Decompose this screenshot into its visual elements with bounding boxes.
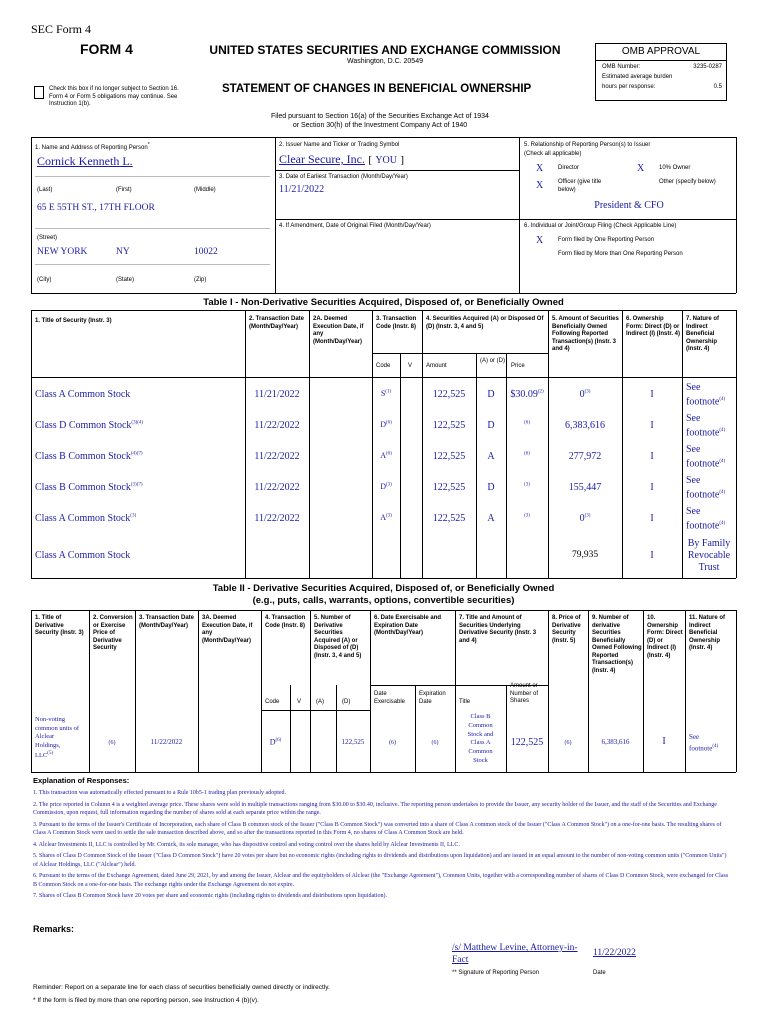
t1-sub-code: Code <box>376 363 391 369</box>
signature-date: 11/22/2022 <box>593 948 636 958</box>
reporting-person-label: 1. Name and Address of Reporting Person* <box>35 142 150 151</box>
t1-row-nature: See footnote$^{(4)}$ <box>686 413 726 439</box>
one-person-label: Form filed by One Reporting Person <box>558 237 655 243</box>
t1-row-code: $A^{(6)}$ <box>380 451 392 460</box>
state-value: NY <box>116 247 130 257</box>
t1-last-row-title: Class A Common Stock <box>35 550 131 561</box>
owner-label: 10% Owner <box>659 165 691 171</box>
t1-row-ad: D <box>487 420 495 431</box>
t1-row-title: Class D Common Stock$^{(3)(4)}$ <box>35 420 144 431</box>
t1-header-amount: 5. Amount of Securities Beneficially Owned Following Reported Transaction(s) (Instr. 3 and 4) <box>552 316 619 352</box>
t1-header-form: 6. Ownership Form: Direct (D) or Indirect (I) (Instr. 4) <box>626 316 681 337</box>
t2-sub-v: V <box>297 699 302 705</box>
explanation-list <box>33 789 733 904</box>
t2-header-deemed: 3A. Deemed Execution Date, if any (Month/Day/Year) <box>202 615 253 644</box>
commission-location: Washington, D.C. 20549 <box>346 58 423 65</box>
t1-row-owned: 0$^{(3)}$ <box>579 513 591 524</box>
t1-row-owned: 0$^{(3)}$ <box>579 389 591 400</box>
omb-hours-value: 0.5 <box>713 84 722 90</box>
t1-row-owned: 6,383,616 <box>565 420 605 431</box>
reporting-person-name[interactable]: Cornick Kenneth L. <box>37 154 133 168</box>
commission-title: UNITED STATES SECURITIES AND EXCHANGE COMMISSION <box>209 43 561 57</box>
zip-label: (Zip) <box>194 277 207 283</box>
table2-title: Table II - Derivative Securities Acquired, Disposed of, or Beneficially Owned <box>212 583 555 594</box>
t1-row-form: I <box>650 513 654 524</box>
t2-row-price: (6) <box>564 740 572 746</box>
t2-header-form: 10. Ownership Form: Direct (D) or Indirect (I) (Instr. 4) <box>647 615 683 659</box>
check-all-label: (Check all applicable) <box>524 151 582 157</box>
t1-header-date: 2. Transaction Date (Month/Day/Year) <box>249 316 305 330</box>
t2-header-underlying: 7. Title and Amount of Securities Underlying Derivative Security (Instr. 3 and 4) <box>459 615 537 644</box>
t2-row-title: Non-voting common units of Alclear Holdings, LLC$^{(5)}$ <box>35 716 80 760</box>
t2-row-conversion: (6) <box>108 740 116 746</box>
t2-header-owned: 9. Number of derivative Securities Beneficially Owned Following Reported Transaction(s) (Instr. 4) <box>592 615 642 674</box>
explanation-item: 7. Shares of Class B Common Stock have 20 votes per share and economic rights (including rights to dividends and distributions upon liquidation). <box>33 893 387 899</box>
omb-approval-box <box>595 43 727 101</box>
t1-last-row-owned: 79,935 <box>571 550 599 560</box>
director-mark: X <box>536 163 544 174</box>
filing-type-label: 6. Individual or Joint/Group Filing (Check Applicable Line) <box>524 223 677 229</box>
explanation-item: 1. This transaction was automatically effected pursuant to a Rule 10b5-1 trading plan previously adopted. <box>33 790 287 796</box>
t1-row-ad: D <box>487 482 495 493</box>
state-label: (State) <box>116 277 135 283</box>
t1-row-amount: 122,525 <box>432 513 466 524</box>
t2-row-owned: 6,383,616 <box>601 738 630 746</box>
t2-header-conversion: 2. Conversion or Exercise Price of Derivative Security <box>93 615 133 651</box>
t1-last-row-form: I <box>650 550 654 561</box>
street-address: 65 E 55TH ST., 17TH FLOOR <box>37 203 155 213</box>
t1-header-acquired: 4. Securities Acquired (A) or Disposed Of (D) (Instr. 3, 4 and 5) <box>426 316 544 330</box>
relationship-label: 5. Relationship of Reporting Person(s) to Issuer <box>524 142 651 148</box>
t1-row-date: 11/22/2022 <box>254 420 300 431</box>
first-label: (First) <box>116 187 132 193</box>
t2-row-nature: See footnote$^{(4)}$ <box>689 733 719 753</box>
t1-row-price: $30.09$^{(2)}$ <box>510 389 544 400</box>
last-label: (Last) <box>37 187 53 193</box>
t1-row-title: Class A Common Stock <box>35 389 131 400</box>
officer-label: Officer (give title below) <box>558 179 602 193</box>
t1-row-title: Class A Common Stock$^{(3)}$ <box>35 513 137 524</box>
omb-burden-row <box>596 71 726 81</box>
omb-number-value: 3235-0287 <box>693 64 722 70</box>
officer-title: President & CFO <box>594 200 664 211</box>
earliest-transaction-date: 11/21/2022 <box>279 184 325 195</box>
t1-last-row-nature: By Family Revocable Trust <box>687 538 731 573</box>
t1-row-price: (3) <box>524 513 530 519</box>
director-label: Director <box>558 165 580 171</box>
t1-row-date: 11/21/2022 <box>254 389 300 400</box>
owner-mark: X <box>637 163 645 174</box>
t1-row-code: $D^{(6)}$ <box>380 420 392 429</box>
t1-header-title: 1. Title of Security (Instr. 3) <box>35 318 112 324</box>
other-label: Other (specify below) <box>659 179 716 185</box>
t2-sub-date-exercisable: Date Exercisable <box>374 691 406 705</box>
t1-header-deemed: 2A. Deemed Execution Date, if any (Month/Day/Year) <box>313 316 364 345</box>
t1-row-nature: See footnote$^{(4)}$ <box>686 475 726 501</box>
omb-hours-row <box>596 81 726 91</box>
t1-row-date: 11/22/2022 <box>254 513 300 524</box>
explanation-item: 3. Pursuant to the terms of the Issuer's Certificate of Incorporation, each share of Class B common stock of the Issuer ("Class B Common Stock") was converted into a share of Class A common stock of the Issuer ("Class A Common Stock") on a one-for-one basis. The resulting shares of Class A Common Stock were used to settle the sale transaction described above, and so after the transactions reported in this Form 4, no shares of Class A Common Stock are held. <box>33 821 722 836</box>
signature-label: ** Signature of Reporting Person <box>452 970 540 976</box>
t1-row-nature: See footnote$^{(4)}$ <box>686 382 726 408</box>
t1-row-amount: 122,525 <box>432 482 466 493</box>
t1-row-owned: 155,447 <box>568 482 602 493</box>
t1-row-code: $A^{(3)}$ <box>380 513 392 522</box>
t2-header-number: 5. Number of Derivative Securities Acquired (A) or Disposed of (D) (Instr. 3, 4 and 5) <box>314 615 362 659</box>
issuer-name[interactable]: Clear Secure, Inc. <box>279 152 365 166</box>
zip-value: 10022 <box>194 247 218 257</box>
t1-header-nature: 7. Nature of Indirect Beneficial Ownership (Instr. 4) <box>686 316 720 352</box>
t1-row-title: Class B Common Stock$^{(3)(7)}$ <box>35 482 143 493</box>
one-person-mark: X <box>536 235 544 246</box>
t1-sub-ad: (A) or (D) <box>480 358 505 364</box>
t2-sub-amount: Amount or Number of Shares <box>510 683 539 704</box>
t2-sub-expiration: Expiration Date <box>419 691 446 705</box>
date-label: Date <box>593 970 606 976</box>
no-longer-subject-checkbox[interactable] <box>34 86 44 99</box>
table2-subtitle: (e.g., puts, calls, warrants, options, convertible securities) <box>252 595 515 606</box>
t2-sub-a: (A) <box>316 699 324 705</box>
t1-row-ad: A <box>487 451 495 462</box>
t2-header-title: 1. Title of Derivative Security (Instr. 3) <box>35 615 84 636</box>
issuer-label: 2. Issuer Name and Ticker or Trading Symbol <box>279 142 400 148</box>
t1-sub-v: V <box>408 363 413 369</box>
checkbox-text: Check this box if no longer subject to Section 16. Form 4 or Form 5 obligations may continue. See Instruction 1(b). <box>49 86 179 107</box>
omb-burden-label: Estimated average burden <box>602 74 673 80</box>
t2-row-underlying-title: Class B Common Stock and Class A Common Stock <box>467 713 494 764</box>
t1-row-code: $S^{(1)}$ <box>380 389 392 398</box>
t2-sub-title: Title <box>459 699 471 705</box>
t2-row-code: $D^{(6)}$ <box>269 737 282 747</box>
earliest-transaction-label: 3. Date of Earliest Transaction (Month/Day/Year) <box>279 174 408 180</box>
t1-row-owned: 277,972 <box>568 451 602 462</box>
t1-row-amount: 122,525 <box>432 389 466 400</box>
form-title: FORM 4 <box>80 41 133 57</box>
t2-sub-code: Code <box>265 699 280 705</box>
t2-header-date: 3. Transaction Date (Month/Day/Year) <box>139 615 195 629</box>
reminder-text: Reminder: Report on a separate line for each class of securities beneficially owned directly or indirectly. <box>33 984 330 991</box>
t1-sub-price: Price <box>511 363 525 369</box>
t1-row-code: $D^{(3)}$ <box>380 482 392 491</box>
t1-row-ad: A <box>487 513 495 524</box>
t1-row-title: Class B Common Stock$^{(4)(7)}$ <box>35 451 143 462</box>
t1-row-form: I <box>650 420 654 431</box>
officer-mark: X <box>536 180 544 191</box>
filed-line-1: Filed pursuant to Section 16(a) of the Securities Exchange Act of 1934 <box>271 113 489 120</box>
filed-line-2: or Section 30(h) of the Investment Company Act of 1940 <box>292 122 468 129</box>
city-label: (City) <box>37 277 52 283</box>
t1-row-price: (3) <box>524 482 530 488</box>
t1-row-price: (6) <box>524 420 530 426</box>
t1-row-nature: See footnote$^{(4)}$ <box>686 444 726 470</box>
explanation-item: 2. The price reported in Column 4 is a weighted average price. These shares were sold in multiple transactions ranging from $30.00 to $30.40, inclusive. The reporting person undertakes to provide the Issuer, any security holder of the Issuer, and the staff of the Securities and Exchange Commission, upon request, full information regarding the number of shares sold at each separate price within the range. <box>33 801 717 816</box>
t2-row-expiration: (6) <box>431 740 439 746</box>
t2-row-date: 11/22/2022 <box>150 738 183 746</box>
explanation-item: 4. Alclear Investments II, LLC is controlled by Mr. Cornick, its sole manager, who has dispositive control and voting control over the shares held by Alclear Investments II, LLC. <box>33 841 460 848</box>
omb-number-row <box>596 61 726 71</box>
street-label: (Street) <box>37 235 58 241</box>
t2-header-nature: 11. Nature of Indirect Beneficial Ownership (Instr. 4) <box>689 615 726 651</box>
omb-number-label: OMB Number: <box>602 64 641 70</box>
t2-row-form: I <box>662 736 666 747</box>
t2-header-price: 8. Price of Derivative Security (Instr. 5) <box>552 615 581 644</box>
sec-form-label: SEC Form 4 <box>31 22 92 36</box>
t2-row-exercisable: (6) <box>389 740 396 746</box>
issuer-name-row: Clear Secure, Inc. [ YOU ] <box>279 152 405 166</box>
t1-row-date: 11/22/2022 <box>254 482 300 493</box>
t2-header-exercisable: 6. Date Exercisable and Expiration Date (Month/Day/Year) <box>374 615 442 636</box>
t1-row-form: I <box>650 451 654 462</box>
t1-row-amount: 122,525 <box>432 451 466 462</box>
t1-row-form: I <box>650 482 654 493</box>
issuer-ticker: YOU <box>375 155 397 166</box>
middle-label: (Middle) <box>194 187 216 193</box>
t2-row-underlying-amount: 122,525 <box>510 737 544 748</box>
t1-row-amount: 122,525 <box>432 420 466 431</box>
statement-title: STATEMENT OF CHANGES IN BENEFICIAL OWNERSHIP <box>222 83 532 95</box>
t1-sub-amount: Amount <box>426 363 447 369</box>
t1-row-price: (6) <box>524 451 530 457</box>
signature: /s/ Matthew Levine, Attorney-in- Fact <box>452 943 578 965</box>
t1-row-date: 11/22/2022 <box>254 451 300 462</box>
more-persons-label: Form filed by More than One Reporting Person <box>558 251 683 257</box>
t2-header-code: 4. Transaction Code (Instr. 8) <box>265 615 306 629</box>
explanation-item: 6. Pursuant to the terms of the Exchange Agreement, dated June 29, 2021, by and among the Issuer, Alclear and the equityholders of Alclear (the "Exchange Agreement"), Common Units, together with a corresponding number of shares of Class D Common Stock, were exchanged for Class B Common Stock on a one-for-one basis. The exchange rights under the Exchange Agreement do not expire. <box>33 873 729 888</box>
table1-title: Table I - Non-Derivative Securities Acquired, Disposed of, or Beneficially Owned <box>203 297 564 308</box>
amendment-label: 4. If Amendment, Date of Original Filed (Month/Day/Year) <box>279 223 431 229</box>
remarks-label: Remarks: <box>33 924 75 934</box>
omb-hours-label: hours per response: <box>602 84 656 90</box>
omb-title: OMB APPROVAL <box>596 44 726 61</box>
t1-row-form: I <box>650 389 654 400</box>
explanation-label: Explanation of Responses: <box>33 776 130 785</box>
explanation-item: 5. Shares of Class D Common Stock of the Issuer ("Class D Common Stock") have 20 votes per share but no economic rights (including rights to dividends and distributions upon liquidation) and are issued in an equal amount to the number of non-voting common units ("Common Units") of Alclear Holdings, LLC ("Alclear") held. <box>33 853 727 868</box>
instruction-note: * If the form is filed by more than one reporting person, see Instruction 4 (b)(v). <box>33 997 259 1004</box>
city-value: NEW YORK <box>37 247 88 257</box>
t1-header-code: 3. Transaction Code (Instr. 8) <box>376 316 417 330</box>
t2-row-disposed: 122,525 <box>341 738 365 746</box>
t2-sub-d: (D) <box>342 699 351 705</box>
t1-row-ad: D <box>487 389 495 400</box>
t1-row-nature: See footnote$^{(4)}$ <box>686 506 726 532</box>
